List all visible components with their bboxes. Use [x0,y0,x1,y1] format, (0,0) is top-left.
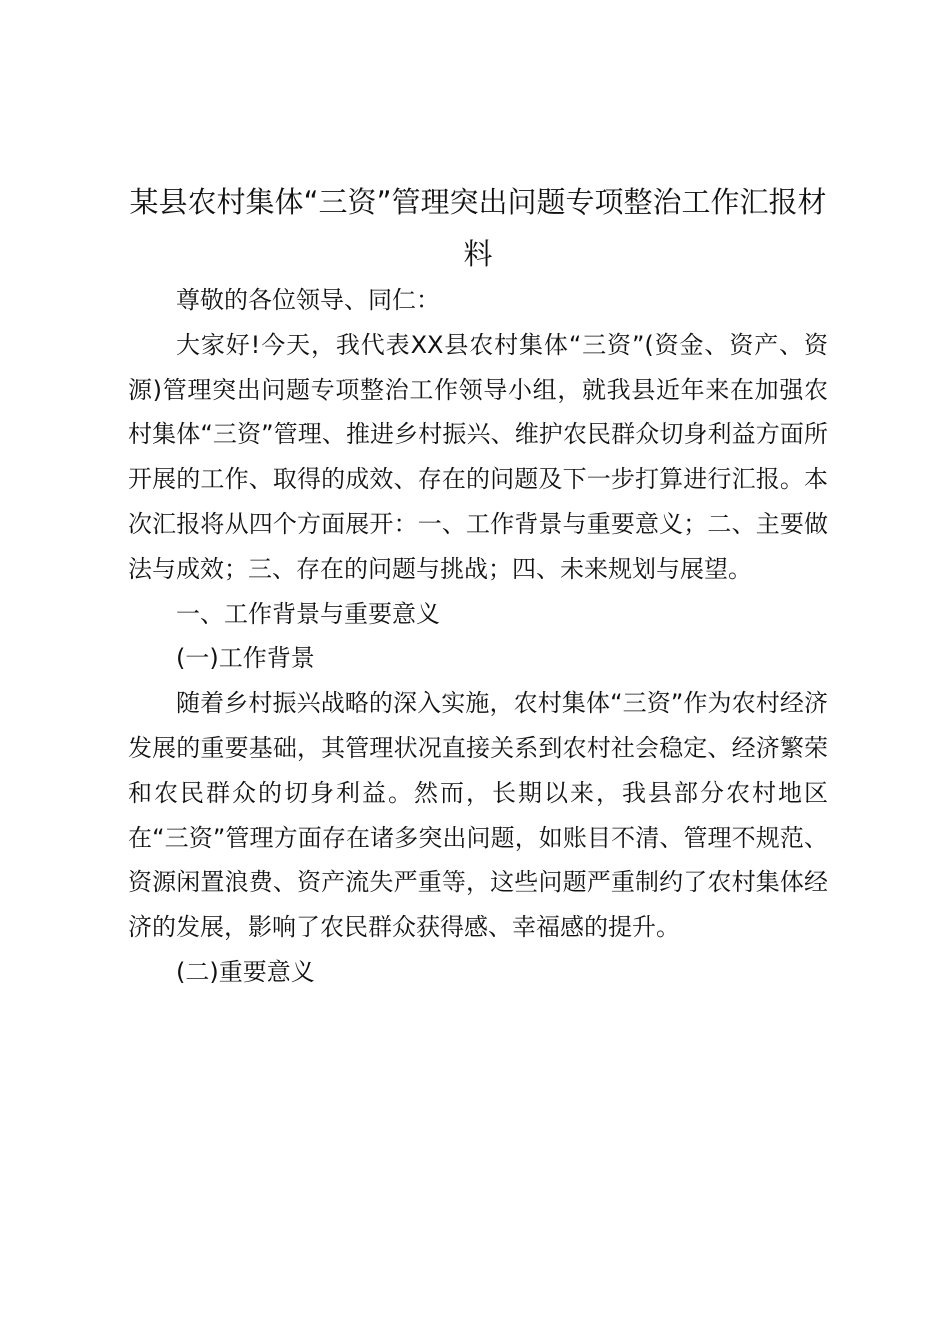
subsection-heading-2: (二)重要意义 [176,957,315,986]
document-title: 某县农村集体“三资”管理突出问题专项整治工作汇报材料 [129,185,827,271]
subsection-heading-1: (一)工作背景 [176,644,315,673]
intro-paragraph: 大家好!今天，我代表XX县农村集体“三资”(资金、资产、资源)管理突出问题专项整治工作领导小组，就我县近年来在加强农村集体“三资”管理、推进乡村振兴、维护农民群众切身利益方面所开展的工作、取得的成效、存在的问题及下一步打算进行汇报。本次汇报将从四个方面展开：一、工作背景与重要意义；二、主要做法与成效；三、存在的问题与挑战；四、未来规划与展望。 [128,330,828,583]
document-body [128,278,828,995]
background-paragraph: 随着乡村振兴战略的深入实施，农村集体“三资”作为农村经济发展的重要基础，其管理状况直接关系到农村社会稳定、经济繁荣和农民群众的切身利益。然而，长期以来，我县部分农村地区在“三资”管理方面存在诸多突出问题，如账目不清、管理不规范、资源闲置浪费、资产流失严重等，这些问题严重制约了农村集体经济的发展，影响了农民群众获得感、幸福感的提升。 [128,689,828,942]
section-heading-1: 一、工作背景与重要意义 [176,599,440,628]
salutation: 尊敬的各位领导、同仁： [176,286,440,314]
